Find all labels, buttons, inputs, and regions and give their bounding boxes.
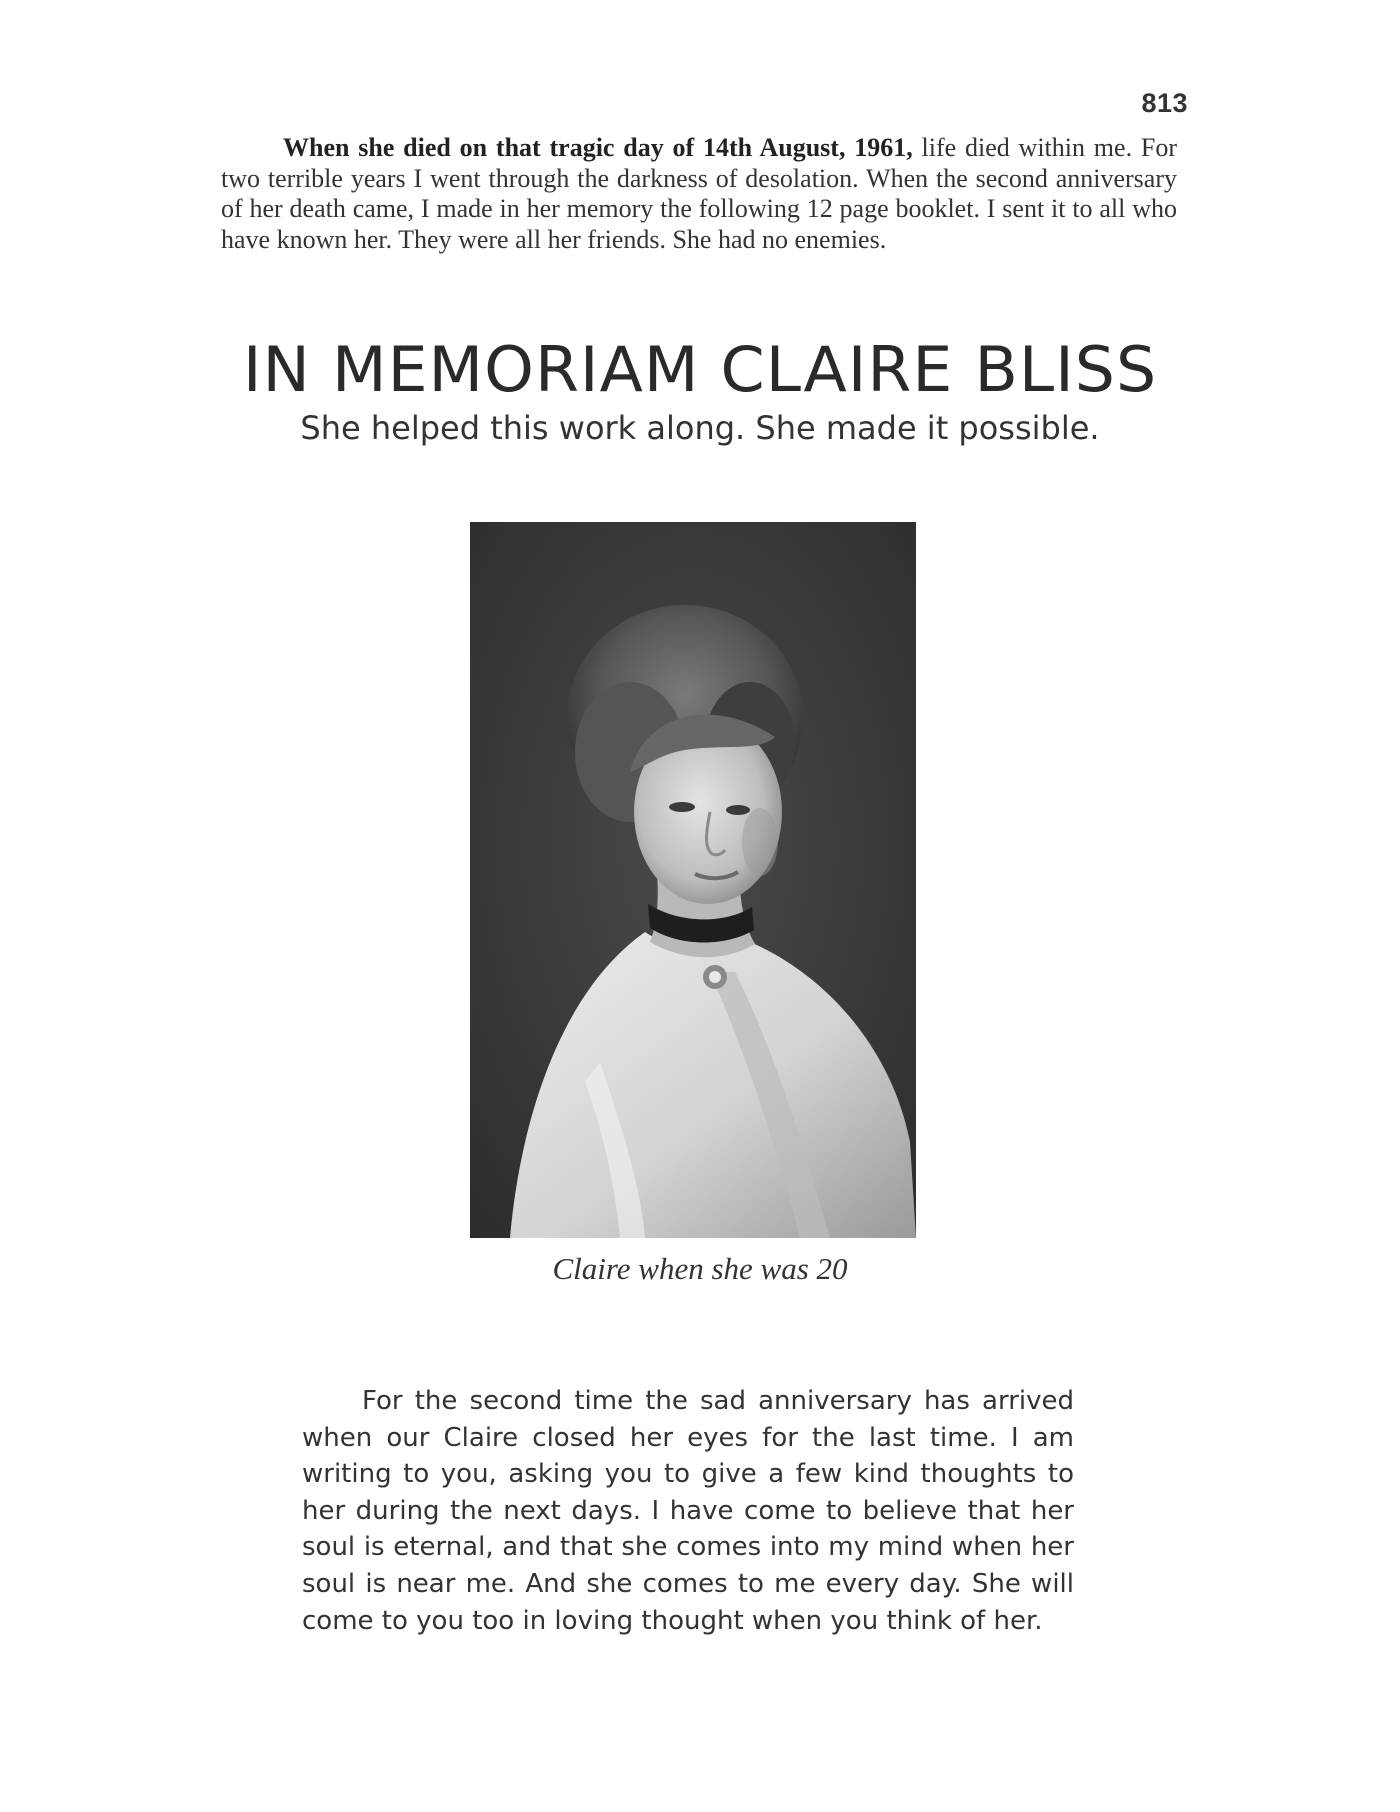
page-number: 813	[1141, 88, 1188, 118]
memorial-letter: For the second time the sad anniversary has arrived when our Claire closed her eyes for the last time. I am writing to you, asking you to give a few kind thoughts to her during the next days. I have come to believe that her soul is eternal, and that she comes into my mind when her soul is near me. And she comes to me every day. She will come to you too in loving thought when you think of her.	[302, 1386, 1074, 1636]
photo-caption: Claire when she was 20	[552, 1251, 848, 1286]
intro-lead: When she died on that tragic day of 14th August, 1961,	[283, 133, 913, 162]
portrait-photo	[470, 522, 916, 1238]
intro-text: life died within me. For two terrible years I went through the darkness of desolation. When the second anniversary of her death came, I made in her memory the following 12 page booklet. I sent it to all who have known her. They were all her friends. She had no enemies.	[221, 133, 1177, 254]
intro-paragraph	[221, 133, 1177, 255]
memorial-subtitle: She helped this work along. She made it possible.	[300, 409, 1100, 447]
memorial-title: IN MEMORIAM CLAIRE BLISS	[242, 333, 1158, 406]
